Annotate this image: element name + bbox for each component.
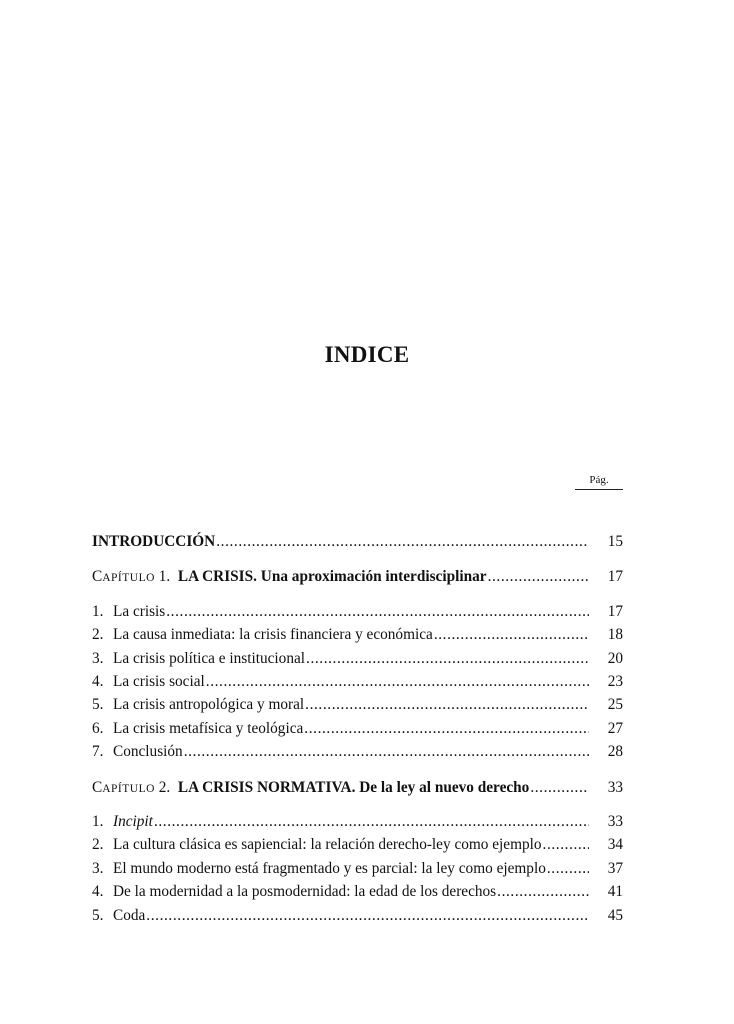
toc-page-number: 28 <box>607 743 623 761</box>
toc-item-label <box>92 810 153 833</box>
dot-leader <box>206 670 589 693</box>
toc-intro-label: INTRODUCCIÓN <box>92 533 216 550</box>
toc-page-number: 18 <box>607 626 623 644</box>
item-text: El mundo moderno está fragmentado y es parcial: la ley como ejemplo <box>113 859 546 877</box>
toc-item-label <box>92 880 496 903</box>
item-text: La crisis metafísica y teológica <box>113 719 304 737</box>
item-number: 1. <box>92 813 104 831</box>
chapter-prefix-rest: APÍTULO <box>102 782 155 795</box>
toc-item-label <box>92 670 205 693</box>
item-number: 3. <box>92 649 104 667</box>
toc-item-label <box>92 857 546 880</box>
chapter-prefix-rest: APÍTULO <box>102 572 155 585</box>
dot-leader <box>166 600 589 623</box>
toc-item-row[interactable] <box>92 810 623 833</box>
item-text: La crisis política e institucional <box>113 649 306 667</box>
toc-page-number: 17 <box>607 602 623 620</box>
dot-leader <box>434 623 589 646</box>
toc-item-label <box>92 647 305 670</box>
item-text: Coda <box>113 906 146 924</box>
toc-item-row[interactable] <box>92 647 623 670</box>
toc-item-row[interactable] <box>92 740 623 763</box>
item-number: 5. <box>92 906 104 924</box>
item-number: 5. <box>92 696 104 714</box>
toc-page-number: 34 <box>607 836 623 854</box>
toc-page-number: 25 <box>607 696 623 714</box>
toc-item-label <box>92 904 145 927</box>
dot-leader <box>146 904 589 927</box>
chapter-title: LA CRISIS NORMATIVA. De la ley al nuevo derecho <box>177 778 530 796</box>
toc-item-row[interactable] <box>92 857 623 880</box>
item-number: 1. <box>92 602 104 620</box>
toc-chapter-row[interactable] <box>92 565 623 590</box>
item-number: 4. <box>92 883 104 901</box>
item-number: 2. <box>92 836 104 854</box>
item-text: Conclusión <box>113 743 183 761</box>
dot-leader <box>530 776 589 799</box>
chapter-prefix-initial: C <box>92 778 103 796</box>
dot-leader <box>488 565 589 588</box>
chapter-prefix-initial: C <box>92 568 103 586</box>
dot-leader <box>543 833 589 856</box>
dot-leader <box>184 740 589 763</box>
toc-page-number: 23 <box>607 673 623 691</box>
item-number: 7. <box>92 743 104 761</box>
toc-page-number: 27 <box>607 719 623 737</box>
toc-item-row[interactable] <box>92 670 623 693</box>
toc-page-number: 15 <box>607 533 623 550</box>
chapter-number: 1. <box>158 568 171 586</box>
toc-item-row[interactable] <box>92 600 623 623</box>
toc-item-row[interactable] <box>92 623 623 646</box>
toc-chapter-label <box>92 776 529 801</box>
toc-item-label <box>92 833 542 856</box>
item-text: La causa inmediata: la crisis financiera y económica <box>113 626 433 644</box>
toc-chapter-label <box>92 565 487 590</box>
toc-page-number: 45 <box>607 906 623 924</box>
item-text: La crisis social <box>113 673 205 691</box>
item-number: 2. <box>92 626 104 644</box>
dot-leader <box>154 810 589 833</box>
toc-item-label <box>92 623 433 646</box>
toc-chapter-row[interactable] <box>92 776 623 801</box>
dot-leader <box>547 857 589 880</box>
toc-page-number: 41 <box>607 883 623 901</box>
item-text: La crisis antropológica y moral <box>113 696 305 714</box>
toc-page-number: 20 <box>607 649 623 667</box>
item-number: 6. <box>92 719 104 737</box>
toc-page-number: 33 <box>607 813 623 831</box>
dot-leader <box>305 693 589 716</box>
dot-leader <box>497 880 589 903</box>
toc-page-number: 37 <box>607 859 623 877</box>
item-number: 3. <box>92 859 104 877</box>
item-text: Incipit <box>113 813 153 831</box>
dot-leader <box>304 717 589 740</box>
page-title: INDICE <box>324 342 410 367</box>
toc-item-row[interactable] <box>92 904 623 927</box>
toc-item-row[interactable] <box>92 693 623 716</box>
toc-intro-row[interactable] <box>92 530 623 553</box>
toc-page-number: 17 <box>607 568 623 586</box>
toc-item-row[interactable] <box>92 717 623 740</box>
item-text: La cultura clásica es sapiencial: la relación derecho-ley como ejemplo <box>113 836 542 854</box>
page-column-label: Pág. <box>575 474 623 490</box>
item-text: De la modernidad a la posmodernidad: la edad de los derechos <box>113 883 497 901</box>
chapter-title: LA CRISIS. Una aproximación interdisciplinar <box>177 568 487 586</box>
toc-item-label <box>92 600 165 623</box>
dot-leader <box>306 647 589 670</box>
toc-item-label <box>92 693 304 716</box>
toc-item-row[interactable] <box>92 833 623 856</box>
dot-leader <box>216 530 589 553</box>
chapter-number: 2. <box>158 778 171 796</box>
item-text: La crisis <box>113 602 166 620</box>
toc-item-label <box>92 740 183 763</box>
item-number: 4. <box>92 673 104 691</box>
toc-item-row[interactable] <box>92 880 623 903</box>
toc-item-label <box>92 717 303 740</box>
toc-page-number: 33 <box>607 778 623 796</box>
table-of-contents <box>92 530 623 927</box>
